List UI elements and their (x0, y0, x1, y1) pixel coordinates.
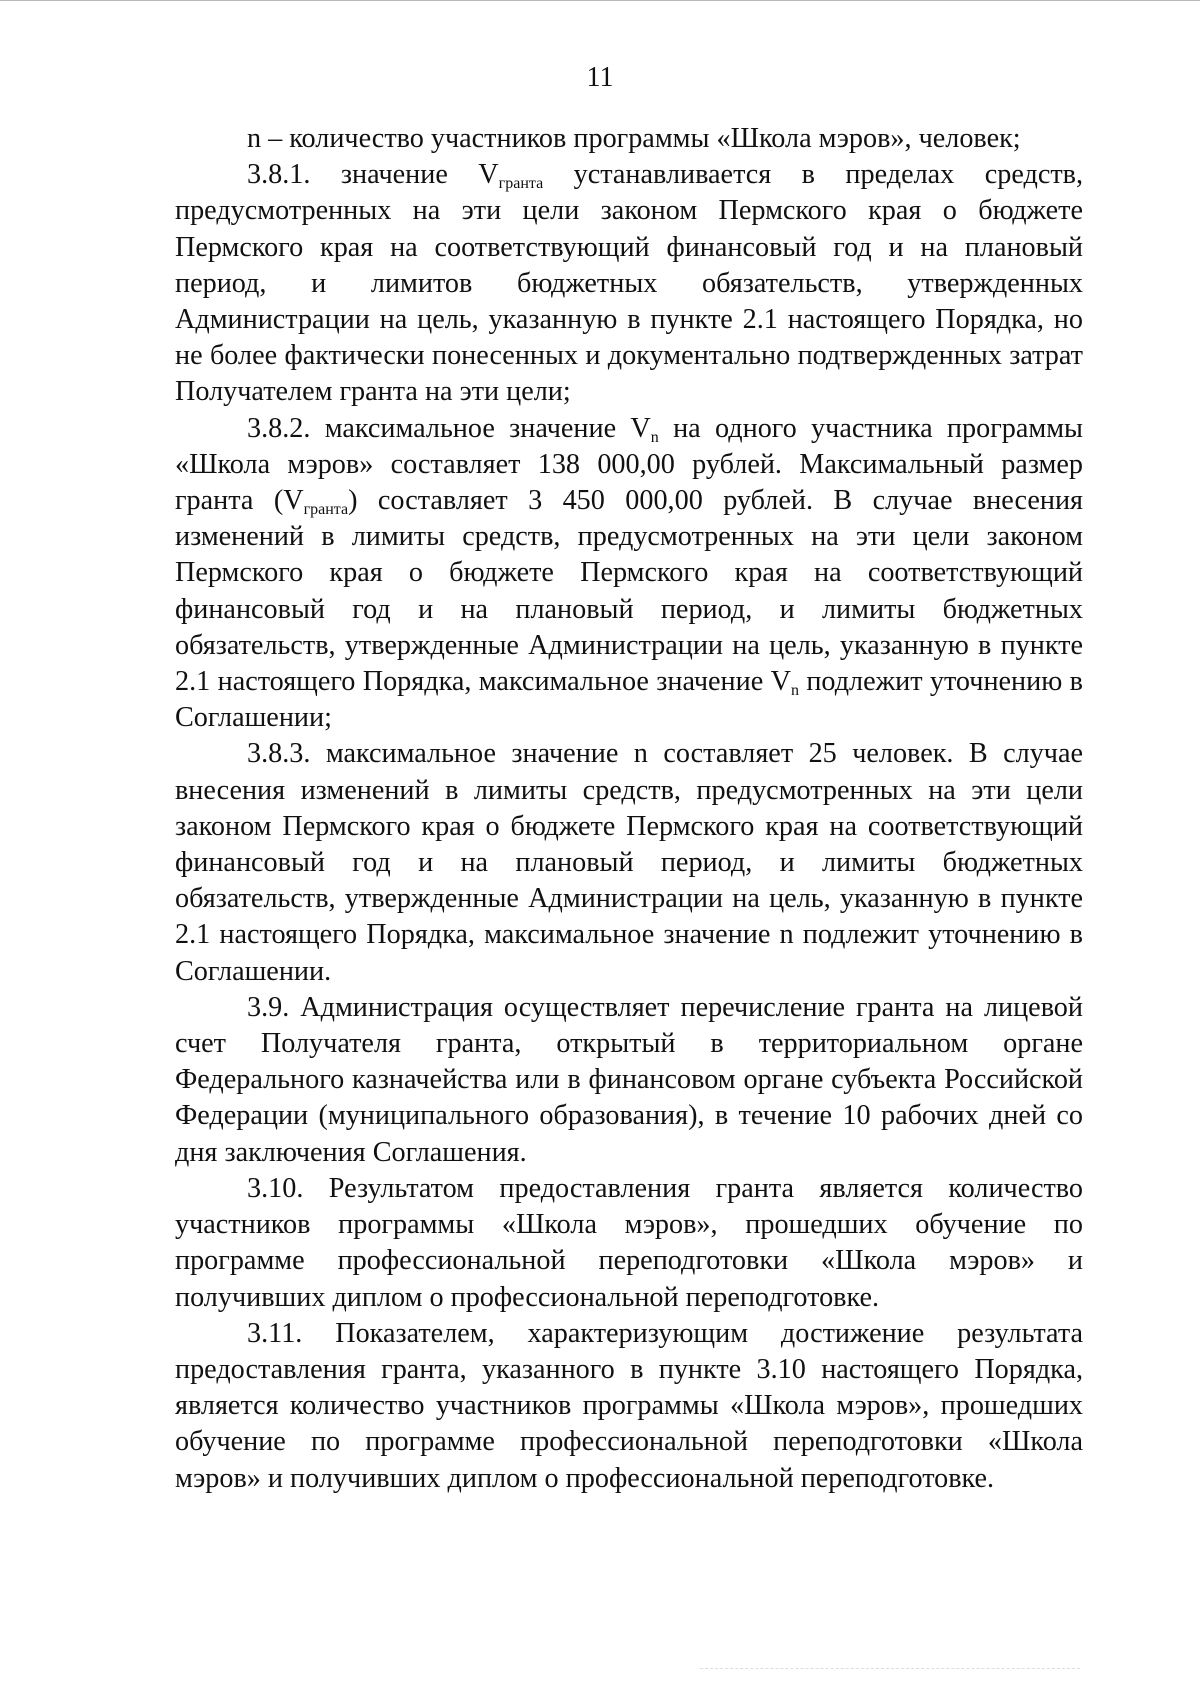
paragraph-text: n – количество участников программы «Школа мэров», человек; (247, 123, 1021, 154)
paragraph-p-3-11 (175, 1316, 1083, 1497)
subscript-text: n (650, 428, 659, 446)
paragraph-p-3-8-3 (175, 736, 1083, 989)
paragraph-text: 3.8.2. максимальное значение V (247, 412, 651, 444)
paragraph-text: ) составляет 3 450 000,00 рублей. В случае внесения изменений в лимиты средств, предусмотренных на эти цели законом Пермского края о бюджете Пермского края на соответствующий финансовый год и на плановый период, и лимиты бюджетных обязательств, утвержденные Администрации на цель, указанную в пункте 2.1 настоящего Порядка, максимальное значение V (175, 485, 1083, 698)
scan-artifact (700, 1668, 1080, 1670)
paragraph-p-3-8-2 (175, 411, 1083, 737)
paragraph-text: подлежит уточнению в Соглашении; (175, 666, 1083, 734)
subscript-text: гранта (498, 175, 544, 193)
paragraph-p-3-10 (175, 1171, 1083, 1316)
paragraph-text: 3.8.3. максимальное значение n составляет 25 человек. В случае внесения изменений в лимиты средств, предусмотренных на эти цели законом Пермского края о бюджете Пермского края на соответствующий финансовый год и на плановый период, и лимиты бюджетных обязательств, утвержденные Администрации на цель, указанную в пункте 2.1 настоящего Порядка, максимальное значение n подлежит уточнению в Соглашении. (175, 738, 1083, 987)
scan-edge-line (0, 0, 1200, 1)
paragraph-n-definition (175, 121, 1083, 157)
page-number: 11 (586, 62, 614, 93)
subscript-text: n (790, 682, 799, 700)
paragraph-text: 3.9. Администрация осуществляет перечисление гранта на лицевой счет Получателя гранта, открытый в территориальном органе Федерального казначейства или в финансовом органе субъекта Российской Федерации (муниципального образования), в течение 10 рабочих дней со дня заключения Соглашения. (175, 991, 1083, 1168)
paragraph-text: устанавливается в пределах средств, предусмотренных на эти цели законом Пермского края о бюджете Пермского края на соответствующий финансовый год и на плановый период, и лимитов бюджетных обязательств, утвержденных Администрации на цель, указанную в пункте 2.1 настоящего Порядка, но не более фактически понесенных и документально подтвержденных затрат Получателем гранта на эти цели; (175, 159, 1084, 408)
paragraph-text: 3.8.1. значение V (247, 159, 499, 191)
document-body (175, 121, 1083, 1497)
paragraph-text: 3.11. Показателем, характеризующим достижение результата предоставления гранта, указанного в пункте 3.10 настоящего Порядка, является количество участников программы «Школа мэров», прошедших обучение по программе профессиональной переподготовки «Школа мэров» и получивших диплом о профессиональной переподготовке. (175, 1317, 1083, 1494)
paragraph-p-3-8-1 (175, 157, 1083, 410)
paragraph-text: 3.10. Результатом предоставления гранта является количество участников программы «Школа мэров», прошедших обучение по программе профессиональной переподготовки «Школа мэров» и получивших диплом о профессиональной переподготовке. (175, 1172, 1083, 1313)
paragraph-text: на одного участника программы «Школа мэров» составляет 138 000,00 рублей. Максимальный размер гранта (V (175, 412, 1083, 517)
paragraph-p-3-9 (175, 990, 1083, 1171)
subscript-text: гранта (303, 501, 349, 519)
